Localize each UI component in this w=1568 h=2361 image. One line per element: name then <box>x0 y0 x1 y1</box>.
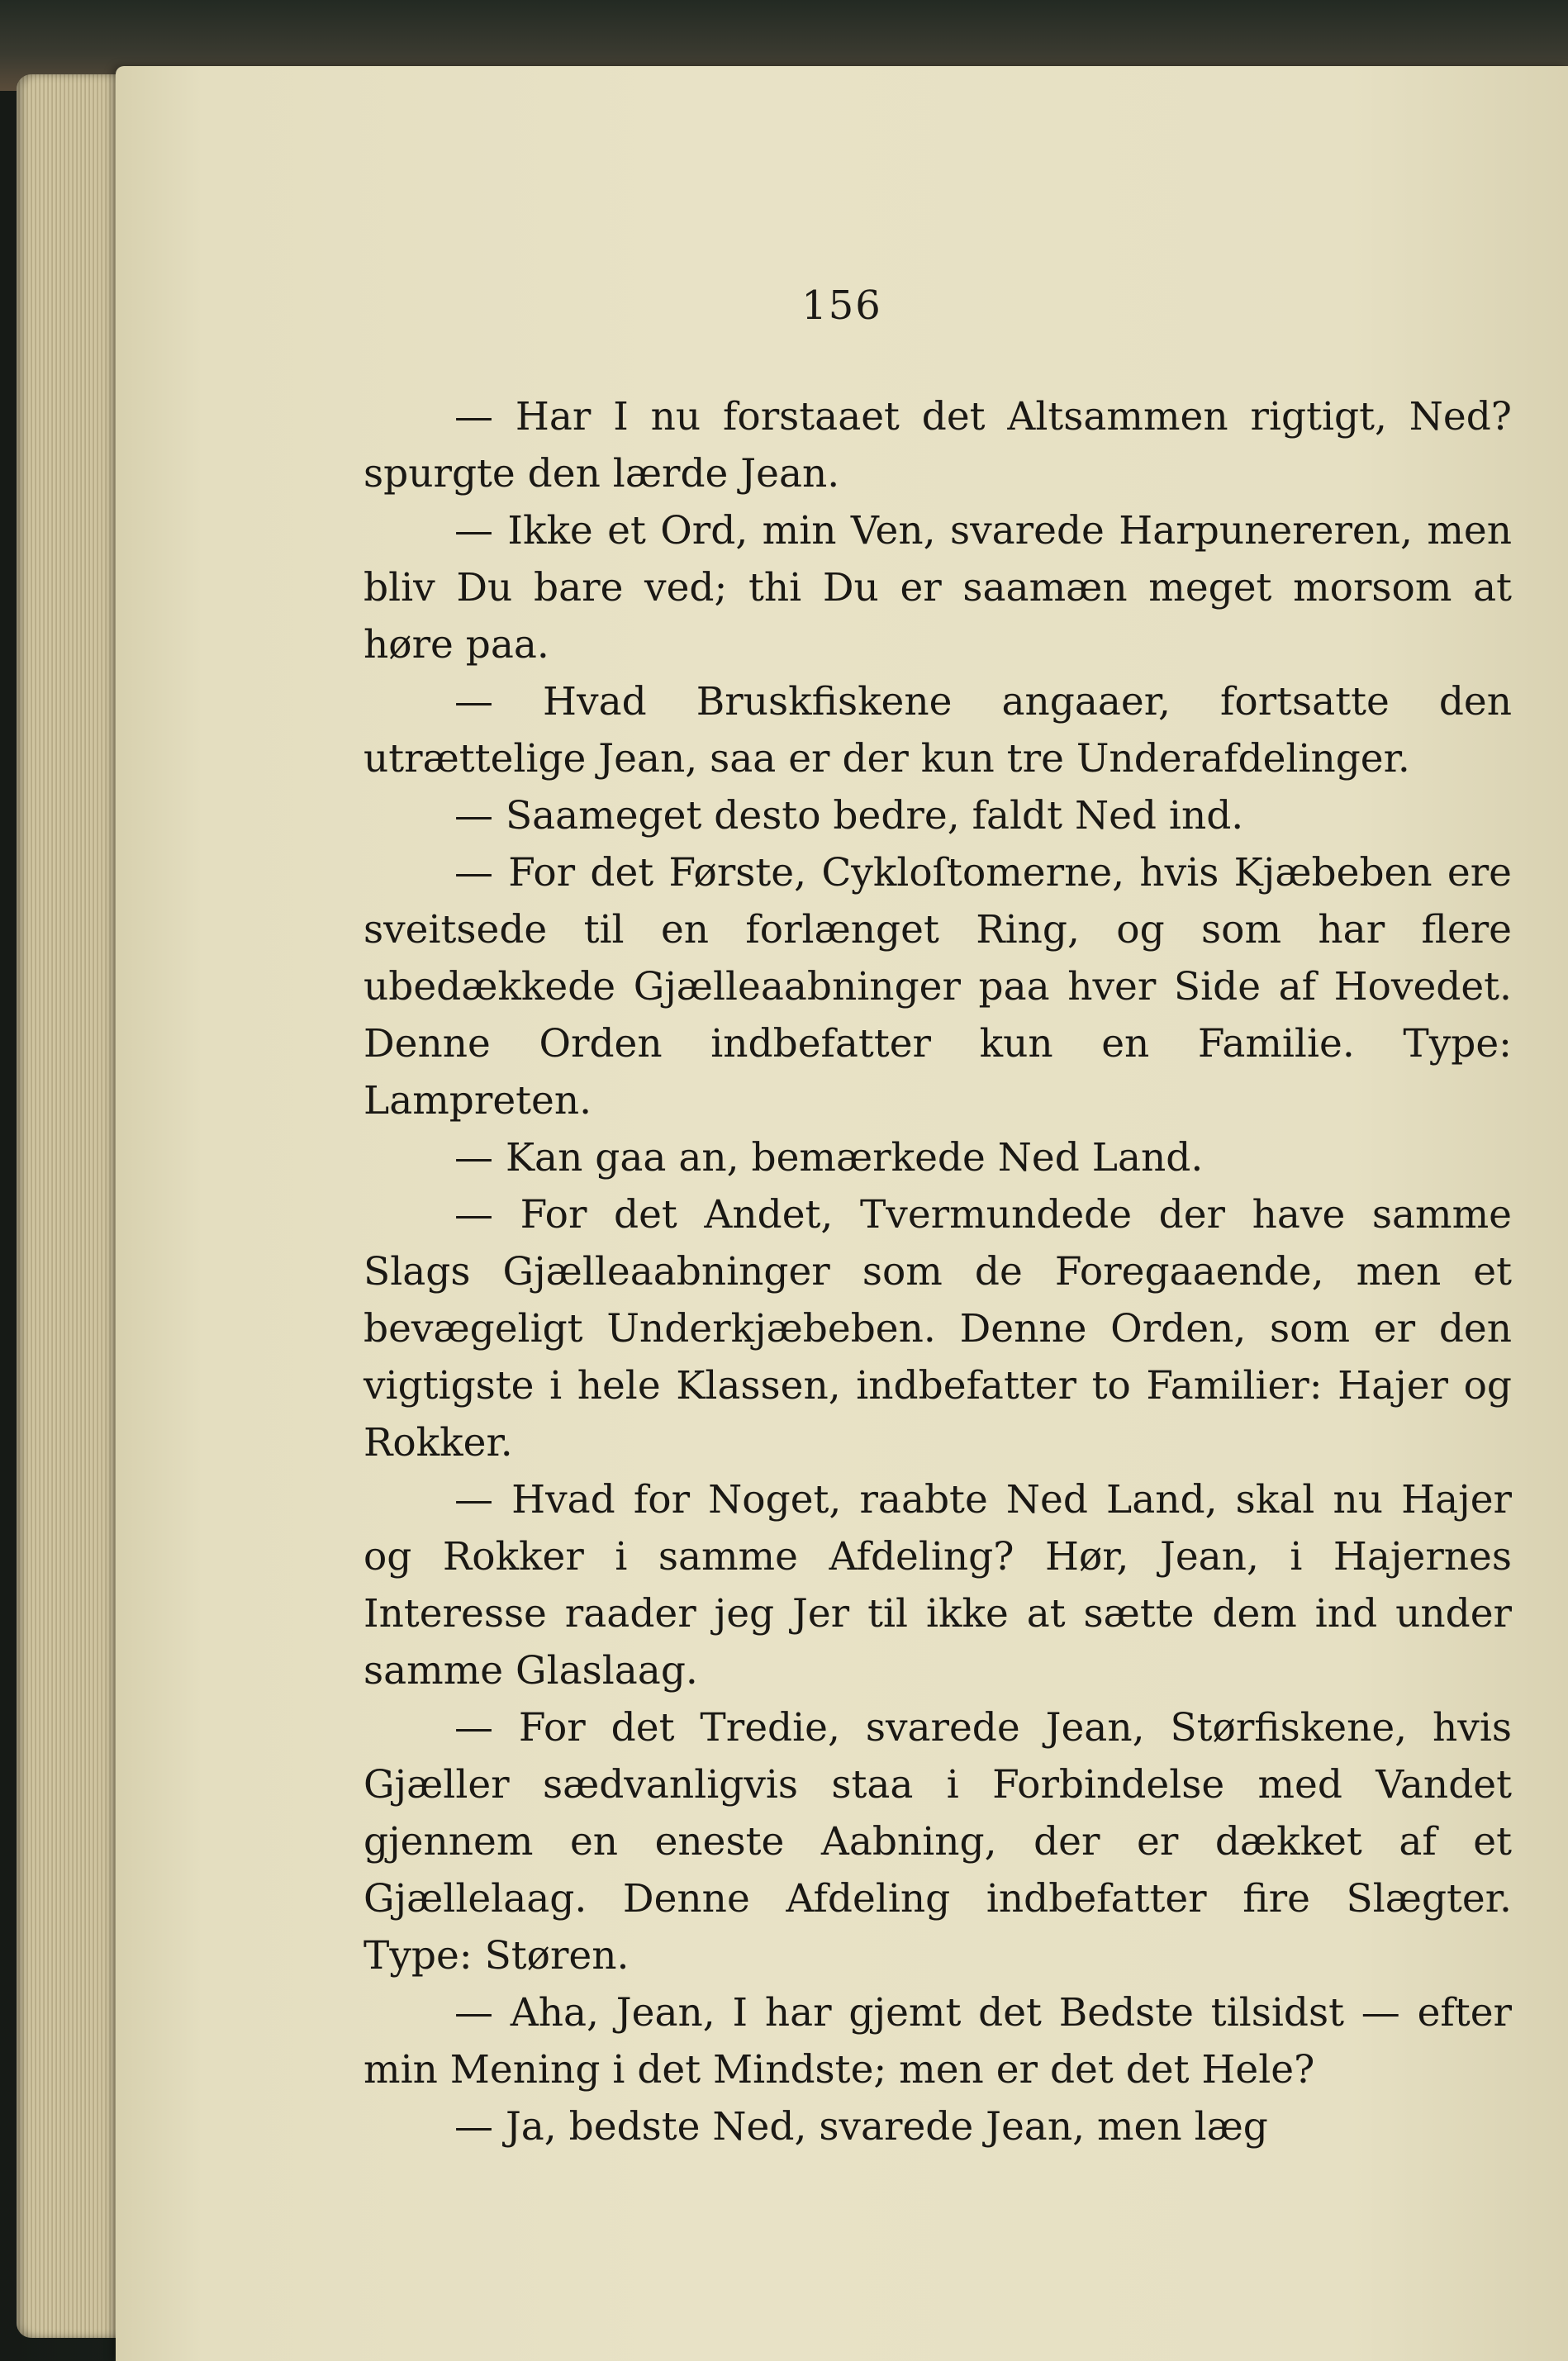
paragraph: — For det Andet, Tvermundede der have samme Slags Gjælleaabninger som de Foregaaende, men et bevægeligt Underkjæbeben. Denne Orden, som er den vigtigste i hele Klassen, indbefatter to Familier: Hajer og Rokker. <box>363 1192 1512 1466</box>
paragraph: — Ikke et Ord, min Ven, svarede Harpunereren, men bliv Du bare ved; thi Du er saamæn meget morsom at høre paa. <box>363 508 1512 667</box>
paragraph: — Kan gaa an, bemærkede Ned Land. <box>454 1135 1204 1180</box>
page-number: 156 <box>801 283 882 329</box>
paragraph: — Aha, Jean, I har gjemt det Bedste tilsidst — efter min Mening i det Mindste; men er det det Hele? <box>363 1990 1512 2093</box>
paragraph: — Ja, bedste Ned, svarede Jean, men læg <box>454 2104 1268 2150</box>
page-edges <box>17 74 132 2338</box>
paragraph: — For det Første, Cykloſtomerne, hvis Kjæbeben ere sveitsede til en forlænget Ring, og som har flere ubedækkede Gjælleaabninger paa hver Side af Hovedet. Denne Orden indbefatter kun en Familie. Type: Lampreten. <box>363 850 1512 1123</box>
book-page <box>116 66 1568 2361</box>
paragraph: — Hvad Bruskfiskene angaaer, fortsatte den utrættelige Jean, saa er der kun tre Underafdelinger. <box>363 679 1512 781</box>
paragraph: — For det Tredie, svarede Jean, Størfiskene, hvis Gjæller sædvanligvis staa i Forbindelse med Vandet gjennem en eneste Aabning, der er dækket af et Gjællelaag. Denne Afdeling indbefatter fire Slægter. Type: Støren. <box>363 1705 1512 1979</box>
page-text <box>363 388 1512 2155</box>
paragraph: — Har I nu forstaaet det Altsammen rigtigt, Ned? spurgte den lærde Jean. <box>363 394 1512 496</box>
paragraph: — Saameget desto bedre, faldt Ned ind. <box>454 793 1244 838</box>
paragraph: — Hvad for Noget, raabte Ned Land, skal nu Hajer og Rokker i samme Afdeling? Hør, Jean, i Hajernes Interesse raader jeg Jer til ikke at sætte dem ind under samme Glaslaag. <box>363 1477 1512 1694</box>
